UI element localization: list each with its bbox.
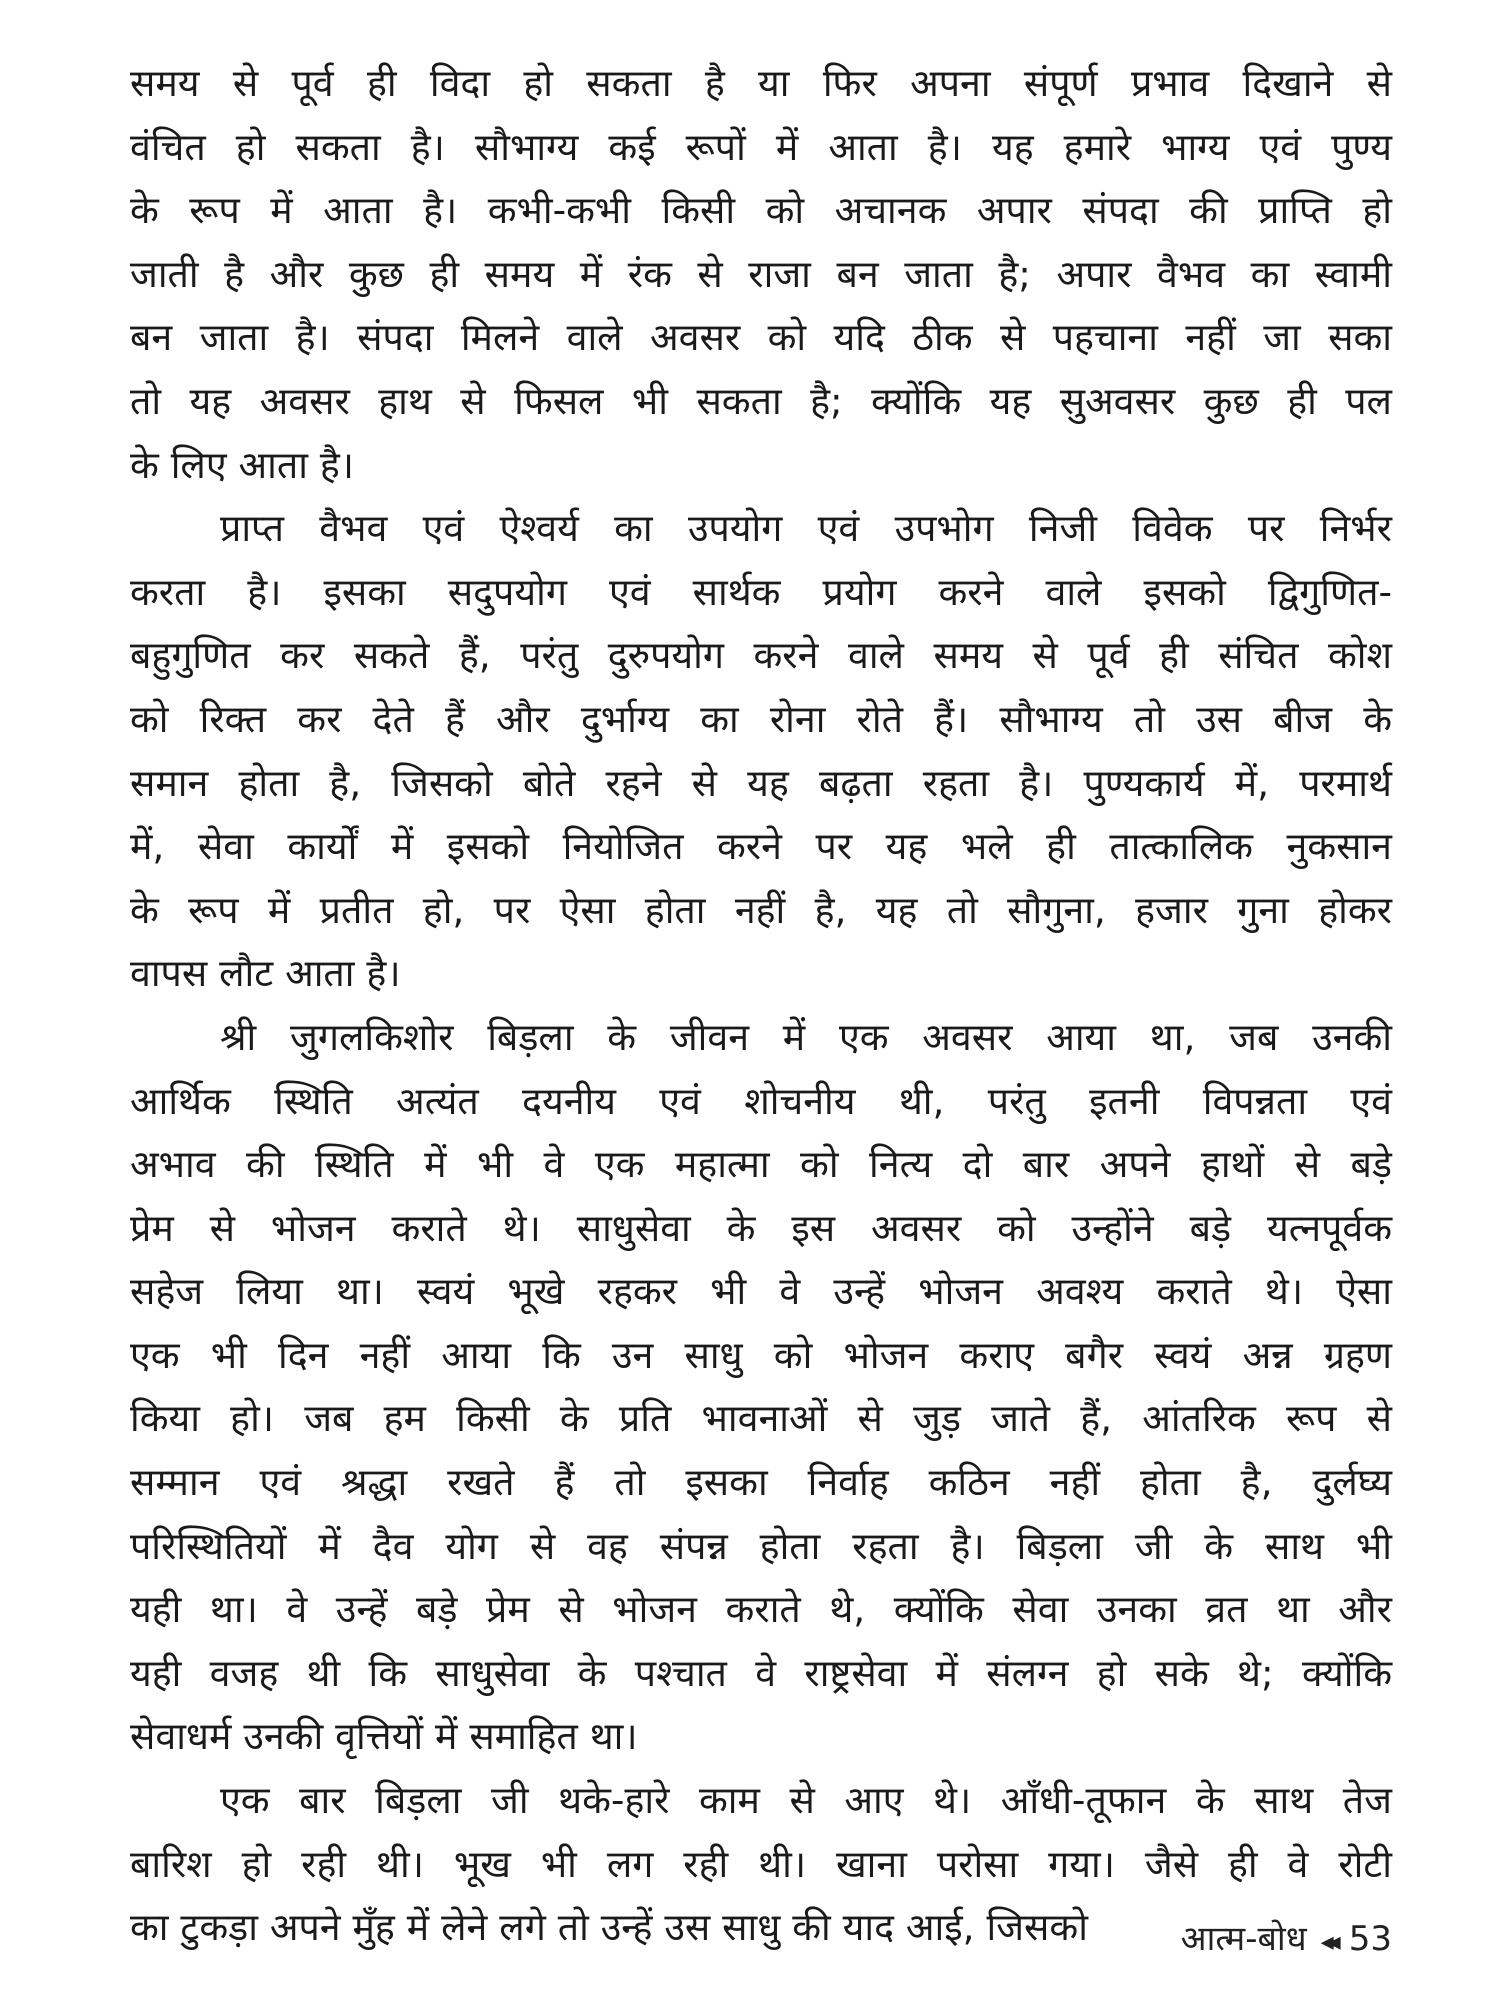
text-line: सम्मान एवं श्रद्धा रखते हैं तो इसका निर्वाह कठिन नहीं होता है, दुर्लघ्य: [130, 1460, 1392, 1505]
paragraph-1: [130, 52, 1392, 497]
text-line: बन जाता है। संपदा मिलने वाले अवसर को यदि ठीक से पहचाना नहीं जा सका: [130, 315, 1392, 360]
text-line: का टुकड़ा अपने मुँह में लेने लगे तो उन्हें उस साधु की याद आई, जिसको: [130, 1905, 1088, 1950]
text-line: वापस लौट आता है।: [130, 951, 401, 996]
text-line: तो यह अवसर हाथ से फिसल भी सकता है; क्योंकि यह सुअवसर कुछ ही पल: [130, 378, 1392, 423]
paragraph-3: [130, 1006, 1392, 1769]
text-line: को रिक्त कर देते हैं और दुर्भाग्य का रोना रोते हैं। सौभाग्य तो उस बीज के: [130, 696, 1392, 741]
page-number: 53: [1348, 1919, 1392, 1959]
text-line: एक भी दिन नहीं आया कि उन साधु को भोजन कराए बगैर स्वयं अन्न ग्रहण: [130, 1332, 1392, 1377]
text-line: समान होता है, जिसको बोते रहने से यह बढ़ता रहता है। पुण्यकार्य में, परमार्थ: [130, 760, 1392, 805]
text-line: प्राप्त वैभव एवं ऐश्वर्य का उपयोग एवं उपभोग निजी विवेक पर निर्भर: [220, 506, 1392, 551]
text-line: सेवाधर्म उनकी वृत्तियों में समाहित था।: [130, 1714, 638, 1759]
text-line: श्री जुगलकिशोर बिड़ला के जीवन में एक अवसर आया था, जब उनकी: [220, 1014, 1392, 1059]
text-line: एक बार बिड़ला जी थके-हारे काम से आए थे। आँधी-तूफान के साथ तेज: [220, 1778, 1392, 1823]
text-line: सहेज लिया था। स्वयं भूखे रहकर भी वे उन्हें भोजन अवश्य कराते थे। ऐसा: [130, 1269, 1392, 1314]
text-line: किया हो। जब हम किसी के प्रति भावनाओं से जुड़ जाते हैं, आंतरिक रूप से: [130, 1396, 1392, 1441]
text-line: के रूप में आता है। कभी-कभी किसी को अचानक अपार संपदा की प्राप्ति हो: [130, 188, 1392, 233]
text-line: प्रेम से भोजन कराते थे। साधुसेवा के इस अवसर को उन्होंने बड़े यत्नपूर्वक: [130, 1205, 1392, 1250]
text-line: में, सेवा कार्यों में इसको नियोजित करने पर यह भले ही तात्कालिक नुकसान: [130, 824, 1392, 869]
page-body: [130, 52, 1392, 1960]
text-line: आर्थिक स्थिति अत्यंत दयनीय एवं शोचनीय थी, परंतु इतनी विपन्नता एवं: [130, 1078, 1392, 1123]
text-line: अभाव की स्थिति में भी वे एक महात्मा को नित्य दो बार अपने हाथों से बड़े: [130, 1142, 1392, 1187]
page-footer: [1181, 1914, 1392, 1960]
double-arrow-left-icon: ◂◂: [1320, 1927, 1335, 1957]
text-line: यही था। वे उन्हें बड़े प्रेम से भोजन कराते थे, क्योंकि सेवा उनका व्रत था और: [130, 1587, 1392, 1632]
text-line: के लिए आता है।: [130, 442, 354, 487]
text-line: परिस्थितियों में दैव योग से वह संपन्न होता रहता है। बिड़ला जी के साथ भी: [130, 1523, 1392, 1568]
text-line: समय से पूर्व ही विदा हो सकता है या फिर अपना संपूर्ण प्रभाव दिखाने से: [130, 61, 1392, 105]
text-line: बारिश हो रही थी। भूख भी लग रही थी। खाना परोसा गया। जैसे ही वे रोटी: [130, 1841, 1392, 1886]
text-line: वंचित हो सकता है। सौभाग्य कई रूपों में आता है। यह हमारे भाग्य एवं पुण्य: [130, 124, 1392, 169]
text-line: जाती है और कुछ ही समय में रंक से राजा बन जाता है; अपार वैभव का स्वामी: [130, 251, 1392, 296]
text-line: के रूप में प्रतीत हो, पर ऐसा होता नहीं है, यह तो सौगुना, हजार गुना होकर: [130, 887, 1392, 932]
book-title: आत्म-बोध: [1180, 1919, 1307, 1959]
text-line: यही वजह थी कि साधुसेवा के पश्चात वे राष्ट्रसेवा में संलग्न हो सके थे; क्योंकि: [130, 1650, 1392, 1695]
paragraph-2: [130, 497, 1392, 1006]
text-line: करता है। इसका सदुपयोग एवं सार्थक प्रयोग करने वाले इसको द्विगुणित-: [130, 569, 1392, 614]
text-line: बहुगुणित कर सकते हैं, परंतु दुरुपयोग करने वाले समय से पूर्व ही संचित कोश: [130, 633, 1392, 678]
